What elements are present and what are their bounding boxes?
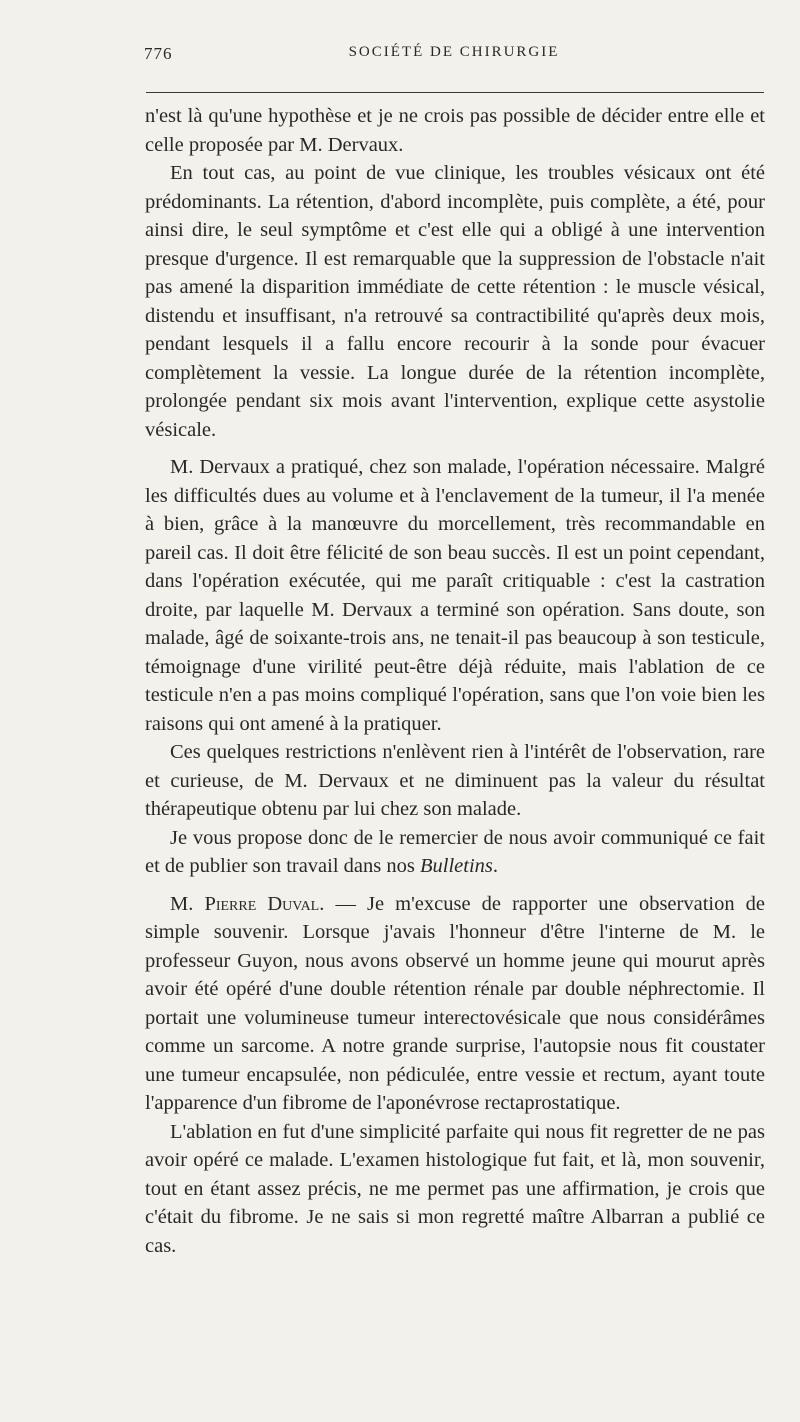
paragraph-4: Ces quelques restrictions n'enlèvent rien à l'intérêt de l'observation, rare et curieuse, de M. Dervaux et ne diminuent pas la valeur du résultat thérapeutique obtenu par lui chez son malade. [145, 741, 765, 820]
paragraph-7: L'ablation en fut d'une simplicité parfaite qui nous fit regretter de ne pas avoir opéré ce malade. L'examen histologique fut fait, et là, mon souvenir, tout en étant assez précis, ne me permet pas une affirmation, je crois que c'était du fibrome. Je ne sais si mon regretté maître Albarran a publié ce cas. [145, 1120, 765, 1257]
speaker-prefix: M. [170, 892, 194, 915]
paragraph-3: M. Dervaux a pratiqué, chez son malade, l'opération nécessaire. Malgré les difficultés dues au volume et à l'enclavement de la tumeur, il l'a menée à bien, grâce à la manœuvre du morcellement, très recommandable en pareil cas. Il doit être félicité de son beau succès. Il est un point cependant, dans l'opération exécutée, qui me paraît critiquable : c'est la castration droite, par laquelle M. Dervaux a terminé son opération. Sans doute, son malade, âgé de soixante-trois ans, ne tenait-il pas beaucoup à son testicule, témoignage d'une virilité peut-être déjà réduite, mais l'ablation de ce testicule n'en a pas moins compliqué l'opération, sans que l'on voie bien les raisons qui ont amené à la pratiquer. [145, 456, 765, 735]
page-header [144, 44, 764, 74]
page-number: 776 [144, 44, 173, 63]
running-title: SOCIÉTÉ DE CHIRURGIE [348, 44, 560, 60]
paragraph-5: Je vous propose donc de le remercier de nous avoir communiqué ce fait et de publier son travail dans nos Bulletins. [145, 826, 765, 877]
speaker-name: Pierre Duval [204, 892, 320, 915]
paragraph-2: En tout cas, au point de vue clinique, les troubles vésicaux ont été prédominants. La rétention, d'abord incomplète, puis complète, a été, pour ainsi dire, le seul symptôme et c'est elle qui a obligé à une intervention presque d'urgence. Il est remarquable que la suppression de l'obstacle n'ait pas amené la disparition immédiate de cette rétention : le muscle vésical, distendu et insuffisant, n'a retrouvé sa contractibilité qu'après deux mois, pendant lesquels il a fallu encore recourir à la sonde pour évacuer complètement la vessie. La longue durée de la rétention incomplète, prolongée pendant six mois avant l'intervention, explique cette asystolie vésicale. [145, 162, 765, 441]
bulletins-italic: Bulletins [419, 855, 493, 877]
paragraph-6 [145, 890, 765, 1118]
paragraph-1: n'est là qu'une hypothèse et je ne crois pas possible de décider entre elle et celle proposée par M. Dervaux. [145, 105, 765, 156]
paragraph-6-text: . — Je m'excuse de rapporter une observation de simple souvenir. Lorsque j'avais l'honneur d'être l'interne de M. le professeur Guyon, nous avons observé un homme jeune qui mourut après avoir été opéré d'une double rétention rénale par double néphrectomie. Il portait une volumineuse tumeur interectovésicale que nous considérâmes comme un sarcome. A notre grande surprise, l'autopsie nous fit coustater une tumeur encapsulée, non pédiculée, entre vessie et rectum, ayant toute l'apparence d'un fibrome de l'aponévrose rectaprostatique. [145, 892, 766, 1114]
body-text [145, 102, 765, 1260]
paragraph-5-text: Je vous propose donc de le remercier de nous avoir communiqué ce fait et de publier son travail dans nos [145, 826, 765, 877]
header-rule [146, 92, 764, 93]
